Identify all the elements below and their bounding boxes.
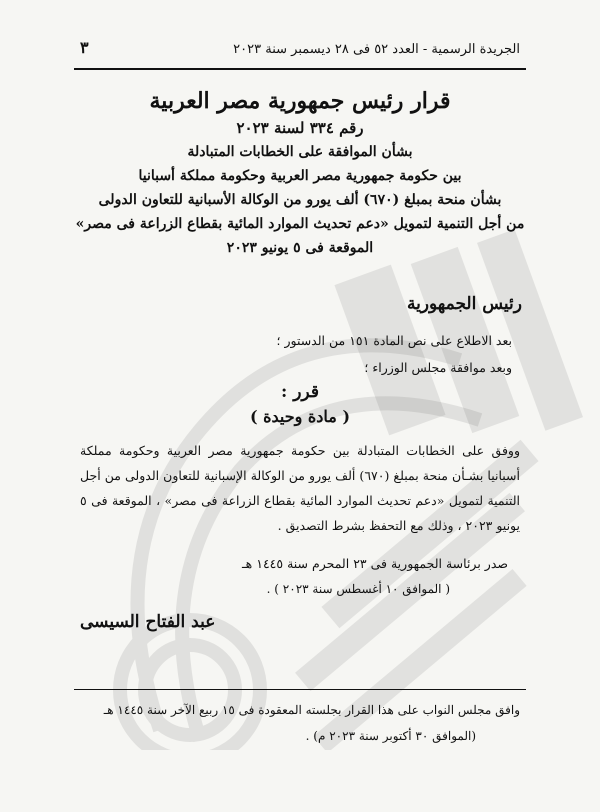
decree-title: قرار رئيس جمهورية مصر العربية [149, 88, 451, 114]
footnote-line: (الموافق ٣٠ أكتوبر سنة ٢٠٢٣ م) . [305, 729, 476, 743]
page-header [80, 38, 520, 57]
article-text: ووفق على الخطابات المتبادلة بين حكومة جمهورية مصر العربية وحكومة مملكة أسبانيا بشـأن منحة بمبلغ (٦٧٠) ألف يورو من الوكالة الإسبانية للتعاون الدولى من أجل التنمية لتمويل «دعم تحديث الموارد المائية بقطاع الزراعة فى مصر» ، الموقعة فى ٥ يونيو ٢٠٢٣ ، وذلك مع التحفظ بشرط التصديق . [80, 443, 520, 533]
decree-subject-line: الموقعة فى ٥ يونيو ٢٠٢٣ [226, 240, 374, 256]
decree-number: رقم ٣٣٤ لسنة ٢٠٢٣ [236, 119, 364, 137]
issued-line: صدر برئاسة الجمهورية فى ٢٣ المحرم سنة ١٤٤٥ هـ [242, 556, 508, 571]
article-body [80, 438, 520, 538]
page-number: ٣ [80, 38, 89, 57]
president-heading: رئيس الجمهورية [406, 294, 522, 314]
decree-subject-line: من أجل التنمية لتمويل «دعم تحديث الموارد المائية بقطاع الزراعة فى مصر» [75, 216, 525, 232]
decree-subject-line: بين حكومة جمهورية مصر العربية وحكومة مملكة أسبانيا [138, 168, 462, 184]
signature: عبد الفتاح السيسى [80, 612, 216, 632]
footer-divider [74, 689, 526, 690]
header-divider [74, 68, 526, 70]
decree-title-block [60, 86, 540, 260]
decree-subject-line: بشأن الموافقة على الخطابات المتبادلة [187, 144, 413, 160]
decided-heading: قرر : [281, 382, 319, 402]
preamble-line: بعد الاطلاع على نص المادة ١٥١ من الدستور ؛ [276, 333, 512, 348]
corresponding-date: ( الموافق ١٠ أغسطس سنة ٢٠٢٣ ) . [266, 582, 450, 596]
decree-subject-line: بشأن منحة بمبلغ (٦٧٠) ألف يورو من الوكالة الأسبانية للتعاون الدولى [98, 192, 502, 208]
preamble [80, 327, 512, 381]
gazette-header: الجريدة الرسمية - العدد ٥٢ فى ٢٨ ديسمبر سنة ٢٠٢٣ [233, 42, 520, 57]
footnote-line: وافق مجلس النواب على هذا القرار بجلسته المعقودة فى ١٥ ربيع الآخر سنة ١٤٤٥ هـ [103, 703, 520, 717]
article-heading: ( مادة وحيدة ) [249, 407, 351, 426]
preamble-line: وبعد موافقة مجلس الوزراء ؛ [364, 360, 512, 375]
